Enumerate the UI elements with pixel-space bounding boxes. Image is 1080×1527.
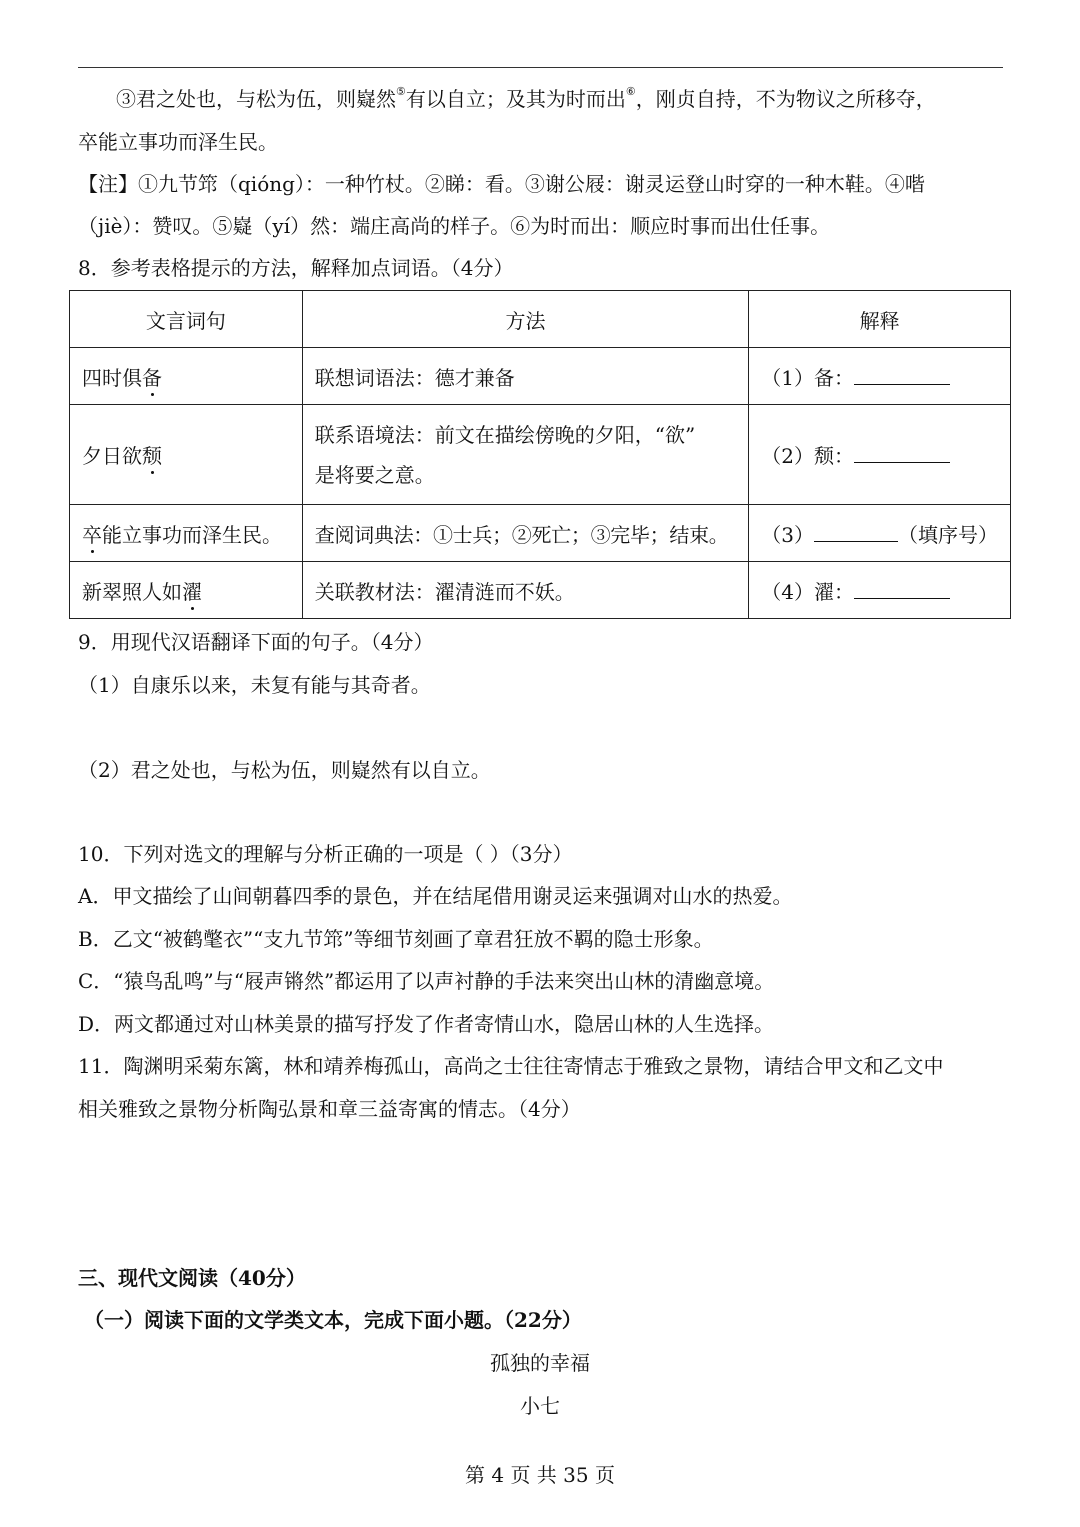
- header-answer: 解释: [749, 291, 1011, 348]
- method-cell: 查阅词典法：①士兵；②死亡；③完毕；结束。: [302, 505, 748, 562]
- table-row: [70, 505, 1011, 562]
- table-header-row: [70, 291, 1011, 348]
- table-row: [70, 562, 1011, 619]
- header-rule: [78, 67, 1003, 68]
- passage-line-1: ③君之处也，与松为伍，则嶷然⑤有以自立；及其为时而出⑥，刚贞自持，不为物议之所移夺，: [116, 85, 936, 111]
- answer-blank[interactable]: [854, 444, 950, 463]
- q10-option-a: A．甲文描绘了山间朝暮四季的景色，并在结尾借用谢灵运来强调对山水的热爱。: [78, 884, 793, 908]
- article-title: 孤独的幸福: [490, 1351, 590, 1375]
- method-cell: 关联教材法：濯清涟而不妖。: [302, 562, 748, 619]
- q9-sentence-1: （1）自康乐以来，未复有能与其奇者。: [78, 673, 431, 697]
- table-row: [70, 405, 1011, 505]
- q10-option-c: C．“猿鸟乱鸣”与“屐声锵然”都运用了以声衬静的手法来突出山林的清幽意境。: [78, 969, 775, 993]
- dotted-word: 备: [142, 362, 162, 391]
- footnote-ref-6: ⑥: [625, 85, 636, 98]
- answer-blank[interactable]: [814, 523, 898, 542]
- phrase-cell: 卒能立事功而泽生民。: [70, 505, 303, 562]
- answer-blank[interactable]: [854, 580, 950, 599]
- answer-cell: （2）颓：: [749, 405, 1011, 505]
- answer-cell: （1）备：: [749, 348, 1011, 405]
- q10-title: 10．下列对选文的理解与分析正确的一项是（ ）（3分）: [78, 842, 573, 866]
- q9-title: 9．用现代汉语翻译下面的句子。（4分）: [78, 630, 434, 654]
- phrase-cell: 新翠照人如濯: [70, 562, 303, 619]
- q11-line-2: 相关雅致之景物分析陶弘景和章三益寄寓的情志。（4分）: [78, 1097, 581, 1121]
- q8-title: 8．参考表格提示的方法，解释加点词语。（4分）: [78, 256, 514, 280]
- phrase-cell: 夕日欲颓: [70, 405, 303, 505]
- q8-table: [69, 290, 1011, 619]
- q11-line-1: 11．陶渊明采菊东篱，林和靖养梅孤山，高尚之士往往寄情志于雅致之景物，请结合甲文和乙文中: [78, 1054, 944, 1078]
- phrase-cell: 四时俱备: [70, 348, 303, 405]
- article-author: 小七: [520, 1394, 560, 1418]
- dotted-word: 颓: [142, 440, 162, 469]
- page-number: 第 4 页 共 35 页: [465, 1463, 615, 1487]
- notes-line-2: （jiè）：赞叹。⑤嶷（yí）然：端庄高尚的样子。⑥为时而出：顺应时事而出仕任事。: [78, 214, 831, 238]
- passage-line-2: 卒能立事功而泽生民。: [78, 130, 278, 154]
- q9-sentence-2: （2）君之处也，与松为伍，则嶷然有以自立。: [78, 758, 491, 782]
- header-method: 方法: [302, 291, 748, 348]
- answer-blank[interactable]: [854, 366, 950, 385]
- method-cell: 联系语境法：前文在描绘傍晚的夕阳，“欲” 是将要之意。: [302, 405, 748, 505]
- dotted-word: 卒: [82, 519, 102, 548]
- header-phrase: 文言词句: [70, 291, 303, 348]
- q10-option-d: D．两文都通过对山林美景的描写抒发了作者寄情山水，隐居山林的人生选择。: [78, 1012, 775, 1036]
- notes-line-1: 【注】①九节筇（qióng）：一种竹杖。②睇：看。③谢公屐：谢灵运登山时穿的一种木鞋。④喈: [78, 172, 925, 196]
- method-cell: 联想词语法：德才兼备: [302, 348, 748, 405]
- q10-option-b: B．乙文“被鹤氅衣”“支九节筇”等细节刻画了章君狂放不羁的隐士形象。: [78, 927, 714, 951]
- dotted-word: 濯: [182, 576, 202, 605]
- answer-cell: （4）濯：: [749, 562, 1011, 619]
- answer-cell: （3） （填序号）: [749, 505, 1011, 562]
- section-title: 三、现代文阅读（40分）: [78, 1266, 306, 1290]
- table-row: [70, 348, 1011, 405]
- footnote-ref-5: ⑤: [396, 85, 406, 98]
- subsection-title: （一）阅读下面的文学类文本，完成下面小题。（22分）: [84, 1308, 582, 1332]
